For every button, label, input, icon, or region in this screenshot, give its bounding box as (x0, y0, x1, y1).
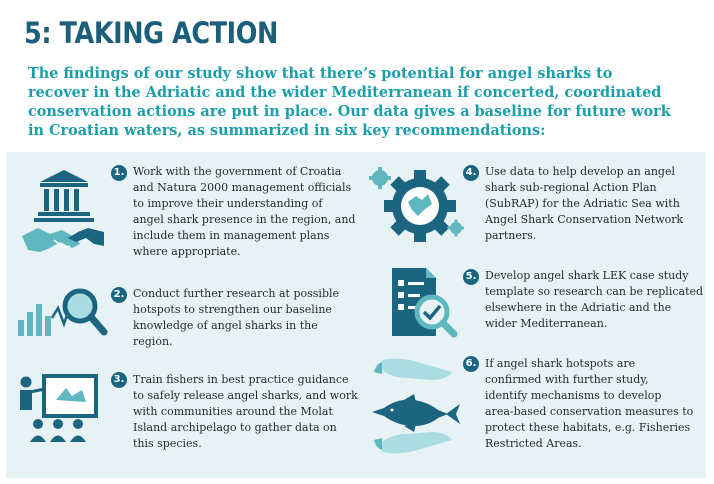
recommendation-2-text: Conduct further research at possible hotspots to strengthen our baseline knowledge of angel sharks in the region. (133, 287, 340, 348)
intro-line: in Croatian waters, as summarized in six key recommendations: (28, 121, 546, 139)
recommendation-4-text: Use data to help develop an angel shark sub-regional Action Plan (SubRAP) for the Adriatic Sea with Angel Shark Conservation Network partners. (485, 165, 684, 242)
recommendation-6-text: If angel shark hotspots are confirmed with further study, identify mechanisms to develop area-based conservation measures to protect these habitats, e.g. Fisheries Restricted Areas. (485, 357, 694, 450)
intro-line: recover in the Adriatic and the wider Mediterranean if concerted, coordinated (28, 83, 662, 101)
intro-paragraph (28, 64, 682, 140)
research-magnifier-chart-icon (16, 284, 108, 340)
number-badge: 4. (463, 165, 479, 181)
page-title: 5: TAKING ACTION (24, 16, 278, 50)
recommendation-1-text: Work with the government of Croatia and Natura 2000 management officials to improve their understanding of angel shark presence in the region, and include them in management plans where appropriate. (133, 165, 356, 258)
number-badge: 6. (463, 356, 479, 372)
recommendation-3-text: Train fishers in best practice guidance to safely release angel sharks, and work with communities around the Molat Island archipelago to gather data on this species. (133, 373, 358, 450)
training-presentation-icon (16, 374, 98, 444)
government-handshake-icon (20, 168, 106, 260)
number-badge: 2. (111, 287, 127, 303)
document-check-icon (386, 266, 458, 338)
number-badge: 3. (111, 372, 127, 388)
recommendation-5-text: Develop angel shark LEK case study template so research can be replicated elsewhere in the Adriatic and the wider Mediterranean. (485, 269, 704, 330)
number-badge: 1. (111, 165, 127, 181)
number-badge: 5. (463, 269, 479, 285)
hands-angel-shark-icon (368, 356, 462, 458)
gears-map-icon (368, 164, 464, 244)
intro-line: The findings of our study show that there’s potential for angel sharks to (28, 64, 613, 82)
intro-line: conservation actions are put in place. Our data gives a baseline for future work (28, 102, 671, 120)
